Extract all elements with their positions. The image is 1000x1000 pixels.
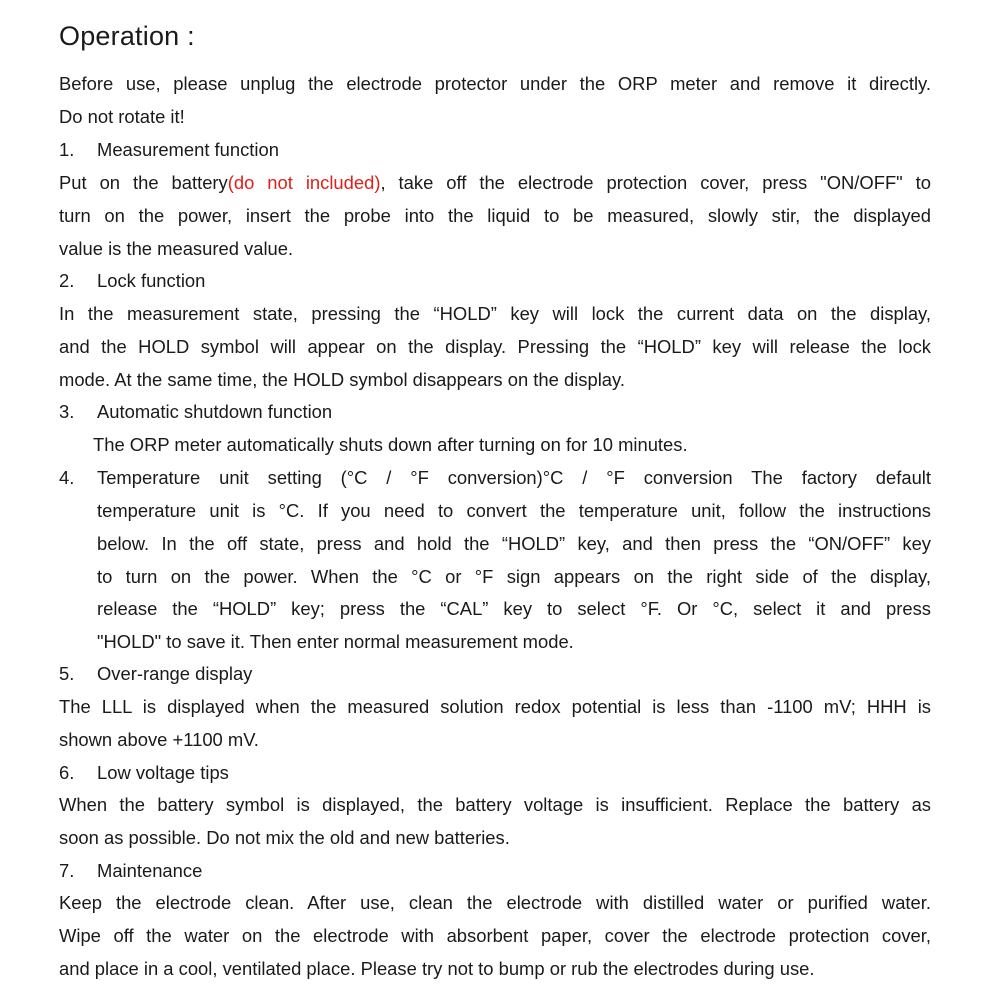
section-6-line-1: When the battery symbol is displayed, the battery voltage is insufficient. Replace the battery as: [59, 794, 931, 815]
section-2-line-3: mode. At the same time, the HOLD symbol disappears on the display.: [59, 369, 625, 390]
section-6-heading: [59, 761, 931, 785]
section-4-number: 4.: [59, 467, 75, 488]
section-title: Over-range display: [97, 663, 253, 684]
section-2-heading: [59, 269, 931, 293]
battery-not-included-note: (do not included): [227, 172, 381, 193]
section-7-line-3: and place in a cool, ventilated place. Please try not to bump or rub the electrodes during use.: [59, 958, 815, 979]
section-4-line-3: below. In the off state, press and hold the “HOLD” key, and then press the “ON/OFF” key: [97, 533, 931, 554]
section-text: Put on the battery: [59, 172, 228, 193]
intro-line-1: Before use, please unplug the electrode protector under the ORP meter and remove it directly.: [59, 73, 931, 94]
section-5-line-2: shown above +1100 mV.: [59, 729, 259, 750]
section-4-line-4: to turn on the power. When the °C or °F sign appears on the right side of the display,: [97, 566, 931, 587]
section-1-line-2: turn on the power, insert the probe into the liquid to be measured, slowly stir, the displayed: [59, 205, 931, 226]
section-1-line-1: [59, 171, 931, 195]
section-3-heading: [59, 400, 931, 424]
section-5-heading: [59, 662, 931, 686]
section-1-heading: [59, 138, 931, 162]
page-title: Operation :: [59, 21, 195, 51]
section-number: 3.: [59, 401, 75, 422]
section-title: Low voltage tips: [97, 762, 229, 783]
section-1-line-3: value is the measured value.: [59, 238, 294, 259]
section-title: Measurement function: [97, 139, 279, 160]
section-title: Lock function: [97, 270, 206, 291]
section-4-line-6: "HOLD" to save it. Then enter normal measurement mode.: [97, 631, 574, 652]
section-4-line-2: temperature unit is °C. If you need to convert the temperature unit, follow the instructions: [97, 500, 931, 521]
section-2-line-1: In the measurement state, pressing the “HOLD” key will lock the current data on the display,: [59, 303, 931, 324]
section-number: 6.: [59, 762, 75, 783]
section-7-heading: [59, 859, 931, 883]
intro-line-2: Do not rotate it!: [59, 106, 185, 127]
section-3-line-1: The ORP meter automatically shuts down after turning on for 10 minutes.: [93, 434, 688, 455]
section-title: Maintenance: [97, 860, 203, 881]
section-4-line-1: Temperature unit setting (°C / °F conversion)°C / °F conversion The factory default: [97, 467, 931, 488]
section-text: , take off the electrode protection cover, press "ON/OFF" to: [380, 172, 932, 193]
section-5-line-1: The LLL is displayed when the measured solution redox potential is less than -1100 mV; HHH is: [59, 696, 931, 717]
section-6-line-2: soon as possible. Do not mix the old and new batteries.: [59, 827, 510, 848]
section-number: 2.: [59, 270, 75, 291]
section-2-line-2: and the HOLD symbol will appear on the display. Pressing the “HOLD” key will release the lock: [59, 336, 931, 357]
section-number: 5.: [59, 663, 75, 684]
section-7-line-2: Wipe off the water on the electrode with absorbent paper, cover the electrode protection cover,: [59, 925, 931, 946]
section-7-line-1: Keep the electrode clean. After use, clean the electrode with distilled water or purified water.: [59, 892, 931, 913]
section-number: 1.: [59, 139, 75, 160]
section-number: 7.: [59, 860, 75, 881]
section-4-line-5: release the “HOLD” key; press the “CAL” key to select °F. Or °C, select it and press: [97, 598, 931, 619]
section-title: Automatic shutdown function: [97, 401, 333, 422]
